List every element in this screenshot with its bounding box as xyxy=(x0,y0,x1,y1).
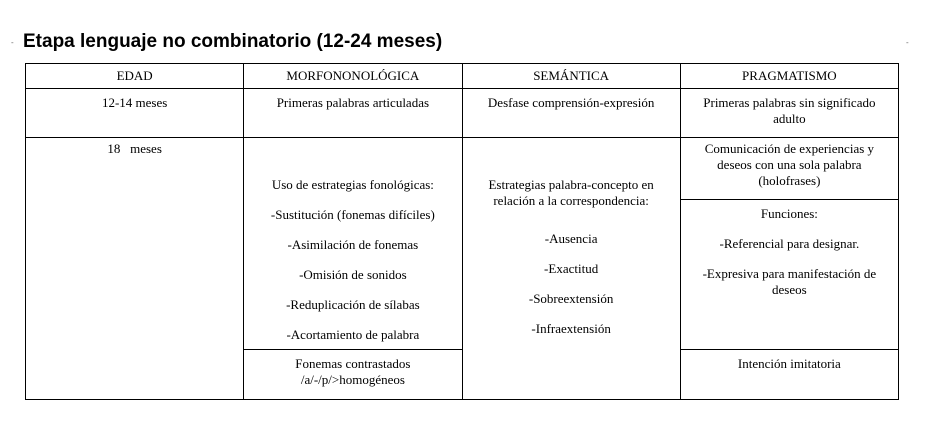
list-item: -Acortamiento de palabra xyxy=(286,327,420,342)
list-item: -Expresiva para manifestación de deseos xyxy=(702,266,877,297)
morfo-intro: Uso de estrategias fonológicas: xyxy=(271,177,434,192)
cell-morfo-strategies xyxy=(244,138,462,350)
language-stage-table xyxy=(25,63,899,400)
list-item: -Exactitud xyxy=(544,261,599,276)
cell-morfo-fonemas: Fonemas contrastados /a/-/p/>homogéneos xyxy=(244,350,462,400)
semantica-intro: Estrategias palabra-concepto en relación a la correspondencia: xyxy=(488,177,654,208)
header-pragmatismo: PRAGMATISMO xyxy=(680,64,898,89)
header-semantica: SEMÁNTICA xyxy=(462,64,680,89)
table-header-row xyxy=(26,64,899,89)
table-row xyxy=(26,89,899,138)
list-item: -Ausencia xyxy=(544,231,598,246)
cell-edad-12-14: 12-14 meses xyxy=(26,89,244,138)
list-item: -Reduplicación de sílabas xyxy=(286,297,420,312)
list-item: -Infraextensión xyxy=(531,321,611,336)
right-margin-mark: - xyxy=(906,38,909,47)
cell-pragmatismo-funciones xyxy=(680,200,898,350)
funciones-title: Funciones: xyxy=(760,206,818,221)
table-row xyxy=(26,138,899,200)
header-morfonologica: MORFONONOLÓGICA xyxy=(244,64,462,89)
cell-semantica-strategies xyxy=(462,138,680,400)
cell-semantica-row1: Desfase comprensión-expresión xyxy=(462,89,680,138)
left-margin-mark: - xyxy=(11,38,14,47)
cell-morfo-row1: Primeras palabras articuladas xyxy=(244,89,462,138)
list-item: -Omisión de sonidos xyxy=(299,267,407,282)
list-item: -Asimilación de fonemas xyxy=(287,237,419,252)
cell-edad-18: 18 meses xyxy=(26,138,244,400)
list-item: -Sobreextensión xyxy=(528,291,614,306)
cell-pragmatismo-intencion: Intención imitatoria xyxy=(680,350,898,400)
list-item: -Referencial para designar. xyxy=(719,236,860,251)
list-item: -Sustitución (fonemas difíciles) xyxy=(270,207,435,222)
document-title: Etapa lenguaje no combinatorio (12-24 meses) xyxy=(23,31,443,52)
cell-pragmatismo-comunicacion: Comunicación de experiencias y deseos con una sola palabra (holofrases) xyxy=(680,138,898,200)
cell-pragmatismo-row1: Primeras palabras sin significado adulto xyxy=(680,89,898,138)
header-edad: EDAD xyxy=(26,64,244,89)
